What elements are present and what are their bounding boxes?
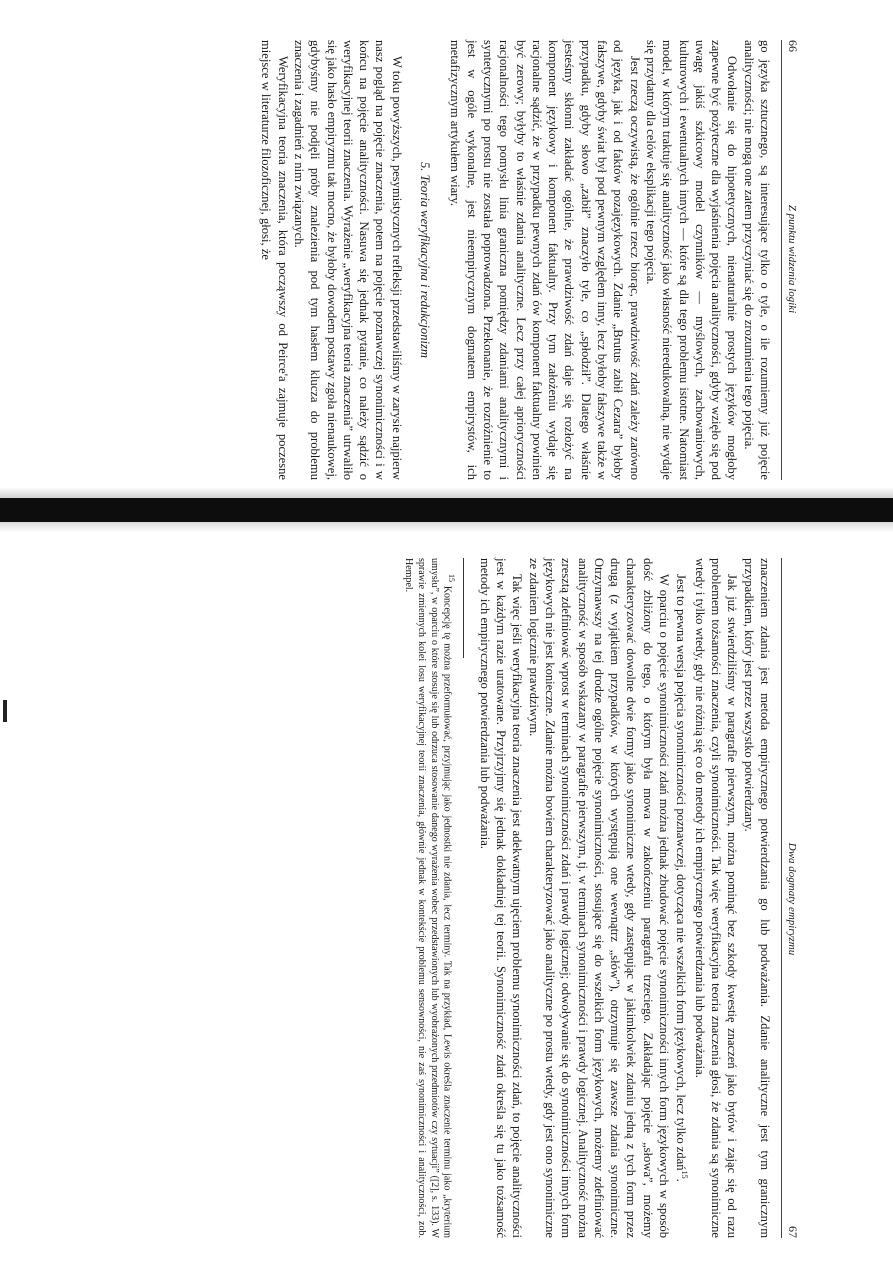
page-67 xyxy=(40,558,800,1238)
paragraph: Tak więc jeśli weryfikacyjna teoria znaczenia jest adekwatnym ujęciem problemu synonimiczności zdań, to pojęcie analityczności jest w każdym razie uratowane. Przyjrzyjmy się jednak dokładniej tej teorii. Synonimiczność zdań określa się tu jako tożsamość metody ich empirycznego potwierdzania lub podważania. xyxy=(477,558,525,1238)
paragraph: go języka sztucznego, są interesujące tylko o tyle, o ile rozumiemy już pojęcie analityczności; nie mogą one zatem przyczyniać się do zrozumienia tego pojęcia. xyxy=(741,40,772,480)
paragraph: W toku powyższych, pesymistycznych refleksji przedstawiliśmy w zarysie najpierw nasz pogląd na pojęcie znaczenia, potem na pojęcie poznawczej synonimiczności i w końcu na pojęcie analityczności. Nasuwa się jednak pytanie, co należy sądzić o weryfikacyjnej teorii znaczenia. Wyrażenie „weryfikacyjna teoria znaczenia” utrwaliło się jako hasło empiryzmu tak mocno, że byłoby dowodem postawy zgoła nienaukowej, gdybyśmy nie podjęli próby znalezienia pod tym hasłem klucza do problemu znaczenia i zagadnień z nim związanych. xyxy=(291,40,404,480)
paragraph: Jak już stwierdziliśmy w paragrafie pierwszym, można pominąć bez szkody kwestię znaczeń jako bytów i zając się od razu problemem tożsamości znaczenia, czyli synonimiczności. Tak więc weryfikacyjna teoria znaczenia głosi, że zdania są synonimiczne wtedy i tylko wtedy, gdy nie różnią się co do metody ich empirycznego potwierdzania lub podważania. xyxy=(692,558,740,1238)
running-head-title: Z punktu widzenia logiki xyxy=(786,204,798,314)
paragraph-text: Jest to pewna wersja pojęcia synonimiczności poznawczej, dotycząca nie wszelkich form językowych, lecz tylko zdań xyxy=(673,574,688,1171)
paragraph: Weryfikacyjna teoria znaczenia, która począwszy od Peirce'a zajmuje poczesne miejsce w literaturze filozoficznej, głosi, że xyxy=(259,40,290,480)
gutter-shadow xyxy=(0,487,893,498)
footnote-rule xyxy=(463,558,464,658)
scan-artifact xyxy=(3,700,7,722)
footnote xyxy=(402,558,458,1238)
page-number: 67 xyxy=(786,1226,800,1238)
footnote-text: Koncepcję tę można przeformułować, przyjmując jako jednostki nie zdania, lecz terminy. Tak na przykład, Lewis określa znaczenie terminu jako „kryterium umysłu”, w oparciu o które stosuje się lub odrzuca stosowanie danego wyrażenia wobec przedstawionych lub wyobrażonych przedmiotów czy sytuacji” ([2], s. 133). W sprawie zmiennych kolei losu weryfikacyjnej teorii znaczenia, głównie jednak w kontekście problemu sensowności, nie zaś synonimiczności i analityczności, zob. Hempel. xyxy=(403,558,454,1238)
section-heading: 5. Teoria weryfikacyjna i redukcjonizm xyxy=(418,162,433,358)
paragraph: W oparciu o pojęcie synonimiczności zdań można jednak zbudować pojęcie synonimiczności innych form językowych w sposób dość zbliżony do tego, o którym była mowa w zakończeniu paragrafu trzeciego. Zakładając pojęcie „słowa”, możemy charakteryzować dowolne dwie formy jako synonimiczne wtedy, gdy zastępując w jakimkolwiek zdaniu jedną z tych form przez drugą (z wyjątkiem przypadków, w których występują one wewnątrz „słów”), otrzymuje się zawsze zdania synonimiczne. Otrzymawszy na tej drodze ogólne pojęcie synonimiczności, stosujące się do wszelkich form językowych, możemy zdefiniować analityczność w sposób wskazany w paragrafie pierwszym, tj. w terminach synonimiczności i prawdy logicznej. Analityczność można zresztą zdefiniować wprost w terminach synonimiczności zdań i prawdy logicznej; odwoływanie się do synonimiczności innych form językowych nie jest konieczne. Zdanie można bowiem charakteryzować jako analityczne po prostu wtedy, gdy jest ono synonimiczne ze zdaniem logicznie prawdziwym. xyxy=(526,558,672,1238)
paragraph: Jest to pewna wersja pojęcia synonimiczności poznawczej, dotycząca nie wszelkich form językowych, lecz tylko zdań$^{15}$. xyxy=(673,574,689,1182)
page-number: 66 xyxy=(786,40,800,52)
paragraph: Jest rzeczą oczywistą, że ogólnie rzecz biorąc, prawdziwość zdań zależy zarówno od języka, jak i od faktów pozajęzykowych. Zdanie „Brutus zabił Cezara” byłoby fałszywe, gdyby świat był pod pewnym względem inny, lecz byłoby fałszywe także w przypadku, gdyby słowo „zabił” znaczyło tyle, co „spłodził”. Dlatego właśnie jesteśmy skłonni zakładać ogólnie, że prawdziwość zdań daje się rozłożyć na komponent językowy i komponent faktualny. Przy tym założeniu wydaje się racjonalne sądzić, że w przypadku pewnych zdań ów komponent faktualny powinien być zerowy; byłyby to właśnie zdania analityczne. Lecz przy całej aprioryczności racjonalności tego pomysłu linia graniczna pomiędzy zdaniami analitycznymi i syntetycznymi po prostu nie została poprowadzona. Przekonanie, że rozróżnienie to jest w ogóle wykonalne, jest nieempirycznym dogmatem empirystów, ich metafizycznym artykułem wiary. xyxy=(448,40,642,480)
page-66 xyxy=(40,40,800,480)
running-head xyxy=(781,40,800,480)
footnote-number: 15 xyxy=(447,574,457,582)
page-body xyxy=(258,40,773,480)
running-head-title: Dwa dogmaty empiryzmu xyxy=(786,842,798,956)
footnote-reference: 15 xyxy=(679,1170,689,1179)
paragraph: Odwołanie się do hipotetycznych, nienaturalnie prostych języków mogłoby zapewne być pożyteczne dla wyjaśnienia pojęcia analityczności, gdyby wzięło się pod uwagę jakiś szkicowy model czynników — myślowych, zachowaniowych, kulturowych i ewentualnych innych — które są dla tego problemu istotne. Natomiast model, w którym traktuje się analityczność jako własność nieredukowalną, nie wydaje się przydatny dla celów eksplikacji tego pojęcia. xyxy=(643,40,740,480)
gutter-shadow xyxy=(0,522,893,532)
paragraph: znaczeniem zdania jest metoda empirycznego potwierdzania go lub podważania. Zdanie analityczne jest tym granicznym przypadkiem, który jest przez wszystko potwierdzany. xyxy=(741,558,772,1238)
page-body xyxy=(402,558,773,1238)
book-gutter xyxy=(0,498,893,522)
running-head xyxy=(781,558,800,1238)
